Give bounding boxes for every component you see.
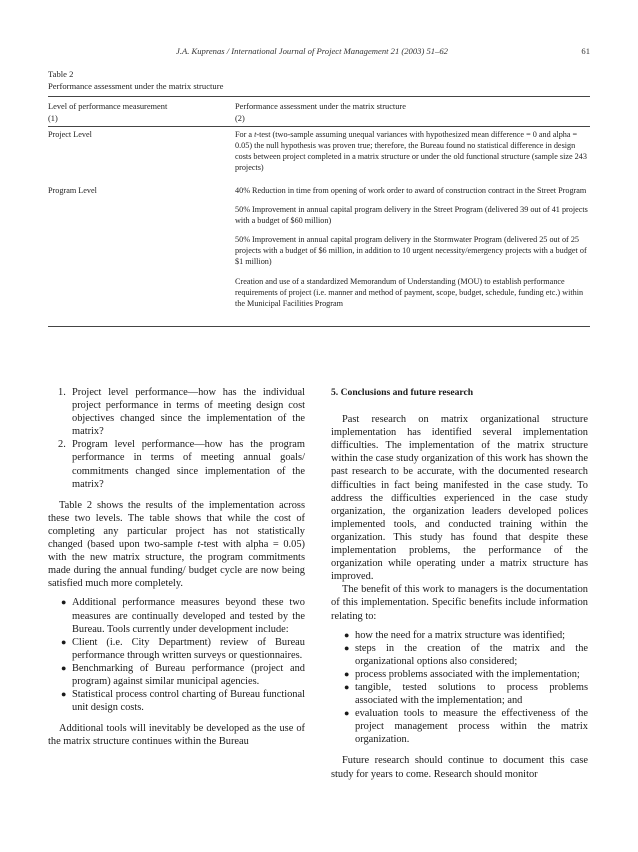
body-paragraph: Table 2 shows the results of the implementation across these two levels. The table shows that while the cost of completing any particular project has not statistically changed (based upon two-sample t-test with alpha = 0.05) with the new matrix structure, the program commitments made during the annual funding/ budget cycle are now being satisfied much more completely.	[48, 499, 305, 590]
bullet-list	[331, 629, 588, 747]
table-label: Table 2	[48, 69, 74, 79]
table-cell-entry: Creation and use of a standardized Memorandum of Understanding (MOU) to establish performance requirements of project (i.e. manner and method of payment, scope, budget, schedule, funding etc.) within the Municipal Facilities Program	[235, 276, 584, 308]
bullet-icon: ●	[61, 662, 67, 673]
right-column	[331, 386, 588, 781]
table-cell-entry: 50% Improvement in annual capital program delivery in the Stormwater Program (delivered 25 out of 25 projects with a budget of $6 million, in addition to 10 urgent necessity/emergency projects with a budget of $1 million)	[235, 235, 587, 267]
table-caption	[48, 68, 223, 92]
bullet-icon: ●	[344, 629, 350, 640]
body-paragraph: Future research should continue to document this case study for years to come. Research should monitor	[331, 755, 588, 780]
table-row-assessment	[235, 129, 591, 181]
table-bottom-rule	[48, 326, 590, 327]
list-item: ● tangible, tested solutions to process problems associated with the implementation; and	[344, 681, 588, 707]
list-item: ● evaluation tools to measure the effectiveness of the project management process within the matrix organization.	[344, 708, 588, 746]
table-col2-header: Performance assessment under the matrix structure (2)	[235, 102, 406, 123]
bullet-list	[48, 596, 305, 714]
list-item: 1. Project level performance—how has the individual project performance in terms of meeting design cost objectives changed since the implementation of the matrix?	[58, 387, 305, 438]
body-paragraph: Past research on matrix organizational structure implementation has identified several implementation difficulties. The implementation of the matrix structure within the case study organization of this work has shown the past research to be accurate, with the documented research difficulties in fact being manifested in the case study. To address the difficulties experienced in the case study organization, the organization leaders developed polices implemented tools, and conducted training within the organization. This study has found that despite these implementation problems, the performance of the organization while operating under a matrix structure has improved.	[331, 414, 588, 583]
table-row-assessment	[235, 185, 591, 317]
numbered-list	[48, 386, 305, 491]
list-item: ● Client (i.e. City Department) review of Bureau performance through written surveys or questionnaires.	[61, 636, 305, 661]
bullet-icon: ●	[61, 597, 67, 608]
bullet-icon: ●	[344, 681, 350, 692]
table-top-rule	[48, 96, 590, 97]
bullet-icon: ●	[344, 642, 350, 653]
table-cell-entry: For a t-test (two-sample assuming unequal variances with hypothesized mean difference = 0 and alpha = 0.05) the null hypothesis was proven true; therefore, the Bureau found no statistical difference in design costs between project completed in a matrix structure or under the old functional structure (sample size 243 projects)	[235, 130, 587, 173]
table-cell-entry: 40% Reduction in time from opening of work order to award of construction contract in the Street Program	[235, 186, 587, 195]
table-header-rule	[48, 126, 590, 127]
bullet-icon: ●	[61, 689, 67, 700]
list-item: ● Statistical process control charting of Bureau functional unit design costs.	[61, 689, 305, 714]
bullet-icon: ●	[344, 668, 350, 679]
table-row-level: Project Level	[48, 130, 92, 139]
table-cell-entry: 50% Improvement in annual capital program delivery in the Street Program (delivered 39 out of 41 projects with a budget of $60 million)	[235, 205, 588, 226]
list-item: ● how the need for a matrix structure was identified;	[344, 629, 566, 641]
left-column	[48, 386, 305, 748]
body-paragraph: The benefit of this work to managers is the documentation of this implementation. Specific benefits include information relating to:	[331, 584, 588, 622]
bullet-icon: ●	[61, 636, 67, 647]
body-paragraph: Additional tools will inevitably be developed as the use of the matrix structure continues within the Bureau	[48, 723, 305, 748]
list-item: ● Additional performance measures beyond these two measures are continually developed and tested by the Bureau. Tools currently under development include:	[61, 597, 305, 635]
journal-citation: J.A. Kuprenas / International Journal of Project Management 21 (2003) 51–62	[176, 46, 448, 56]
bullet-icon: ●	[344, 708, 350, 719]
table-col1-header: Level of performance measurement (1)	[48, 102, 168, 123]
section-heading: 5. Conclusions and future research	[331, 387, 474, 398]
table-title: Performance assessment under the matrix structure	[48, 81, 224, 91]
page-number: 61	[581, 46, 590, 56]
table-row-level: Program Level	[48, 186, 97, 195]
list-item: ● Benchmarking of Bureau performance (project and program) against similar municipal agencies.	[61, 662, 305, 687]
list-item: ● steps in the creation of the matrix and the organizational options also considered;	[344, 642, 588, 667]
list-item: 2. Program level performance—how has the program performance in terms of meeting annual goals/ commitments changed since implementation of the matrix?	[58, 439, 305, 490]
list-item: ● process problems associated with the implementation;	[344, 668, 580, 680]
